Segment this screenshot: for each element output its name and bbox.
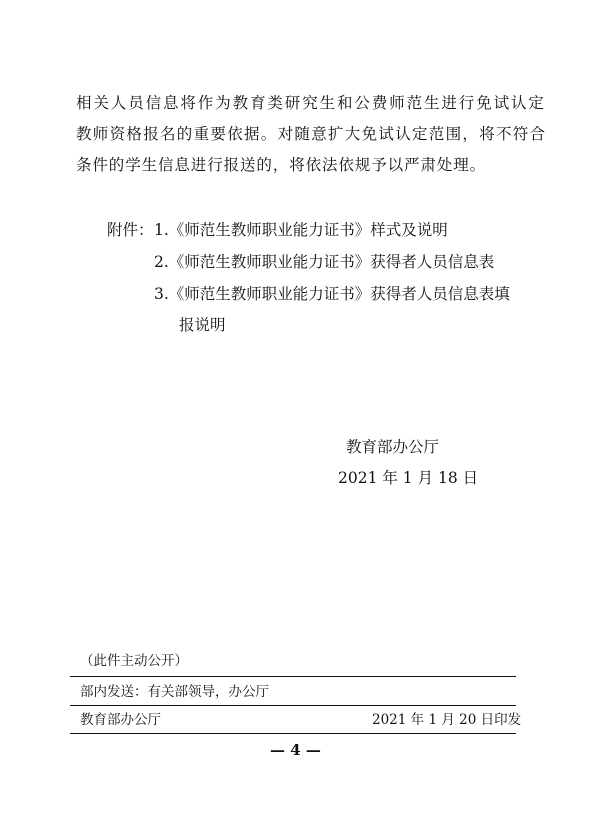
body-paragraph-line-3: 条件的学生信息进行报送的，将依法依规予以严肃处理。: [76, 156, 487, 174]
attachment-item-3: 3.《师范生教师职业能力证书》获得者人员信息表填: [154, 285, 510, 303]
issue-date: 2021 年 1 月 20 日印发: [372, 712, 522, 728]
footer-rule-bottom: [70, 733, 516, 734]
signature-organization: 教育部办公厅: [346, 438, 440, 456]
attachment-item-1: 1.《师范生教师职业能力证书》样式及说明: [154, 221, 448, 239]
body-paragraph-line-1: 相关人员信息将作为教育类研究生和公费师范生进行免试认定: [76, 94, 546, 112]
body-paragraph-line-2: 教师资格报名的重要依据。对随意扩大免试认定范围，将不符合: [76, 125, 547, 143]
footer-rule-middle: [70, 705, 516, 706]
attachment-item-3-continuation: 报说明: [179, 316, 226, 334]
distribution-list: 部内发送：有关部领导，办公厅: [80, 684, 269, 700]
footer-rule-top: [70, 676, 516, 677]
issuing-office: 教育部办公厅: [80, 712, 161, 728]
attachments-label: 附件：: [107, 221, 154, 239]
signature-date: 2021 年 1 月 18 日: [338, 469, 479, 487]
attachment-item-2: 2.《师范生教师职业能力证书》获得者人员信息表: [154, 253, 495, 271]
page-number: — 4 —: [270, 741, 321, 759]
disclosure-note: （此件主动公开）: [80, 653, 188, 669]
